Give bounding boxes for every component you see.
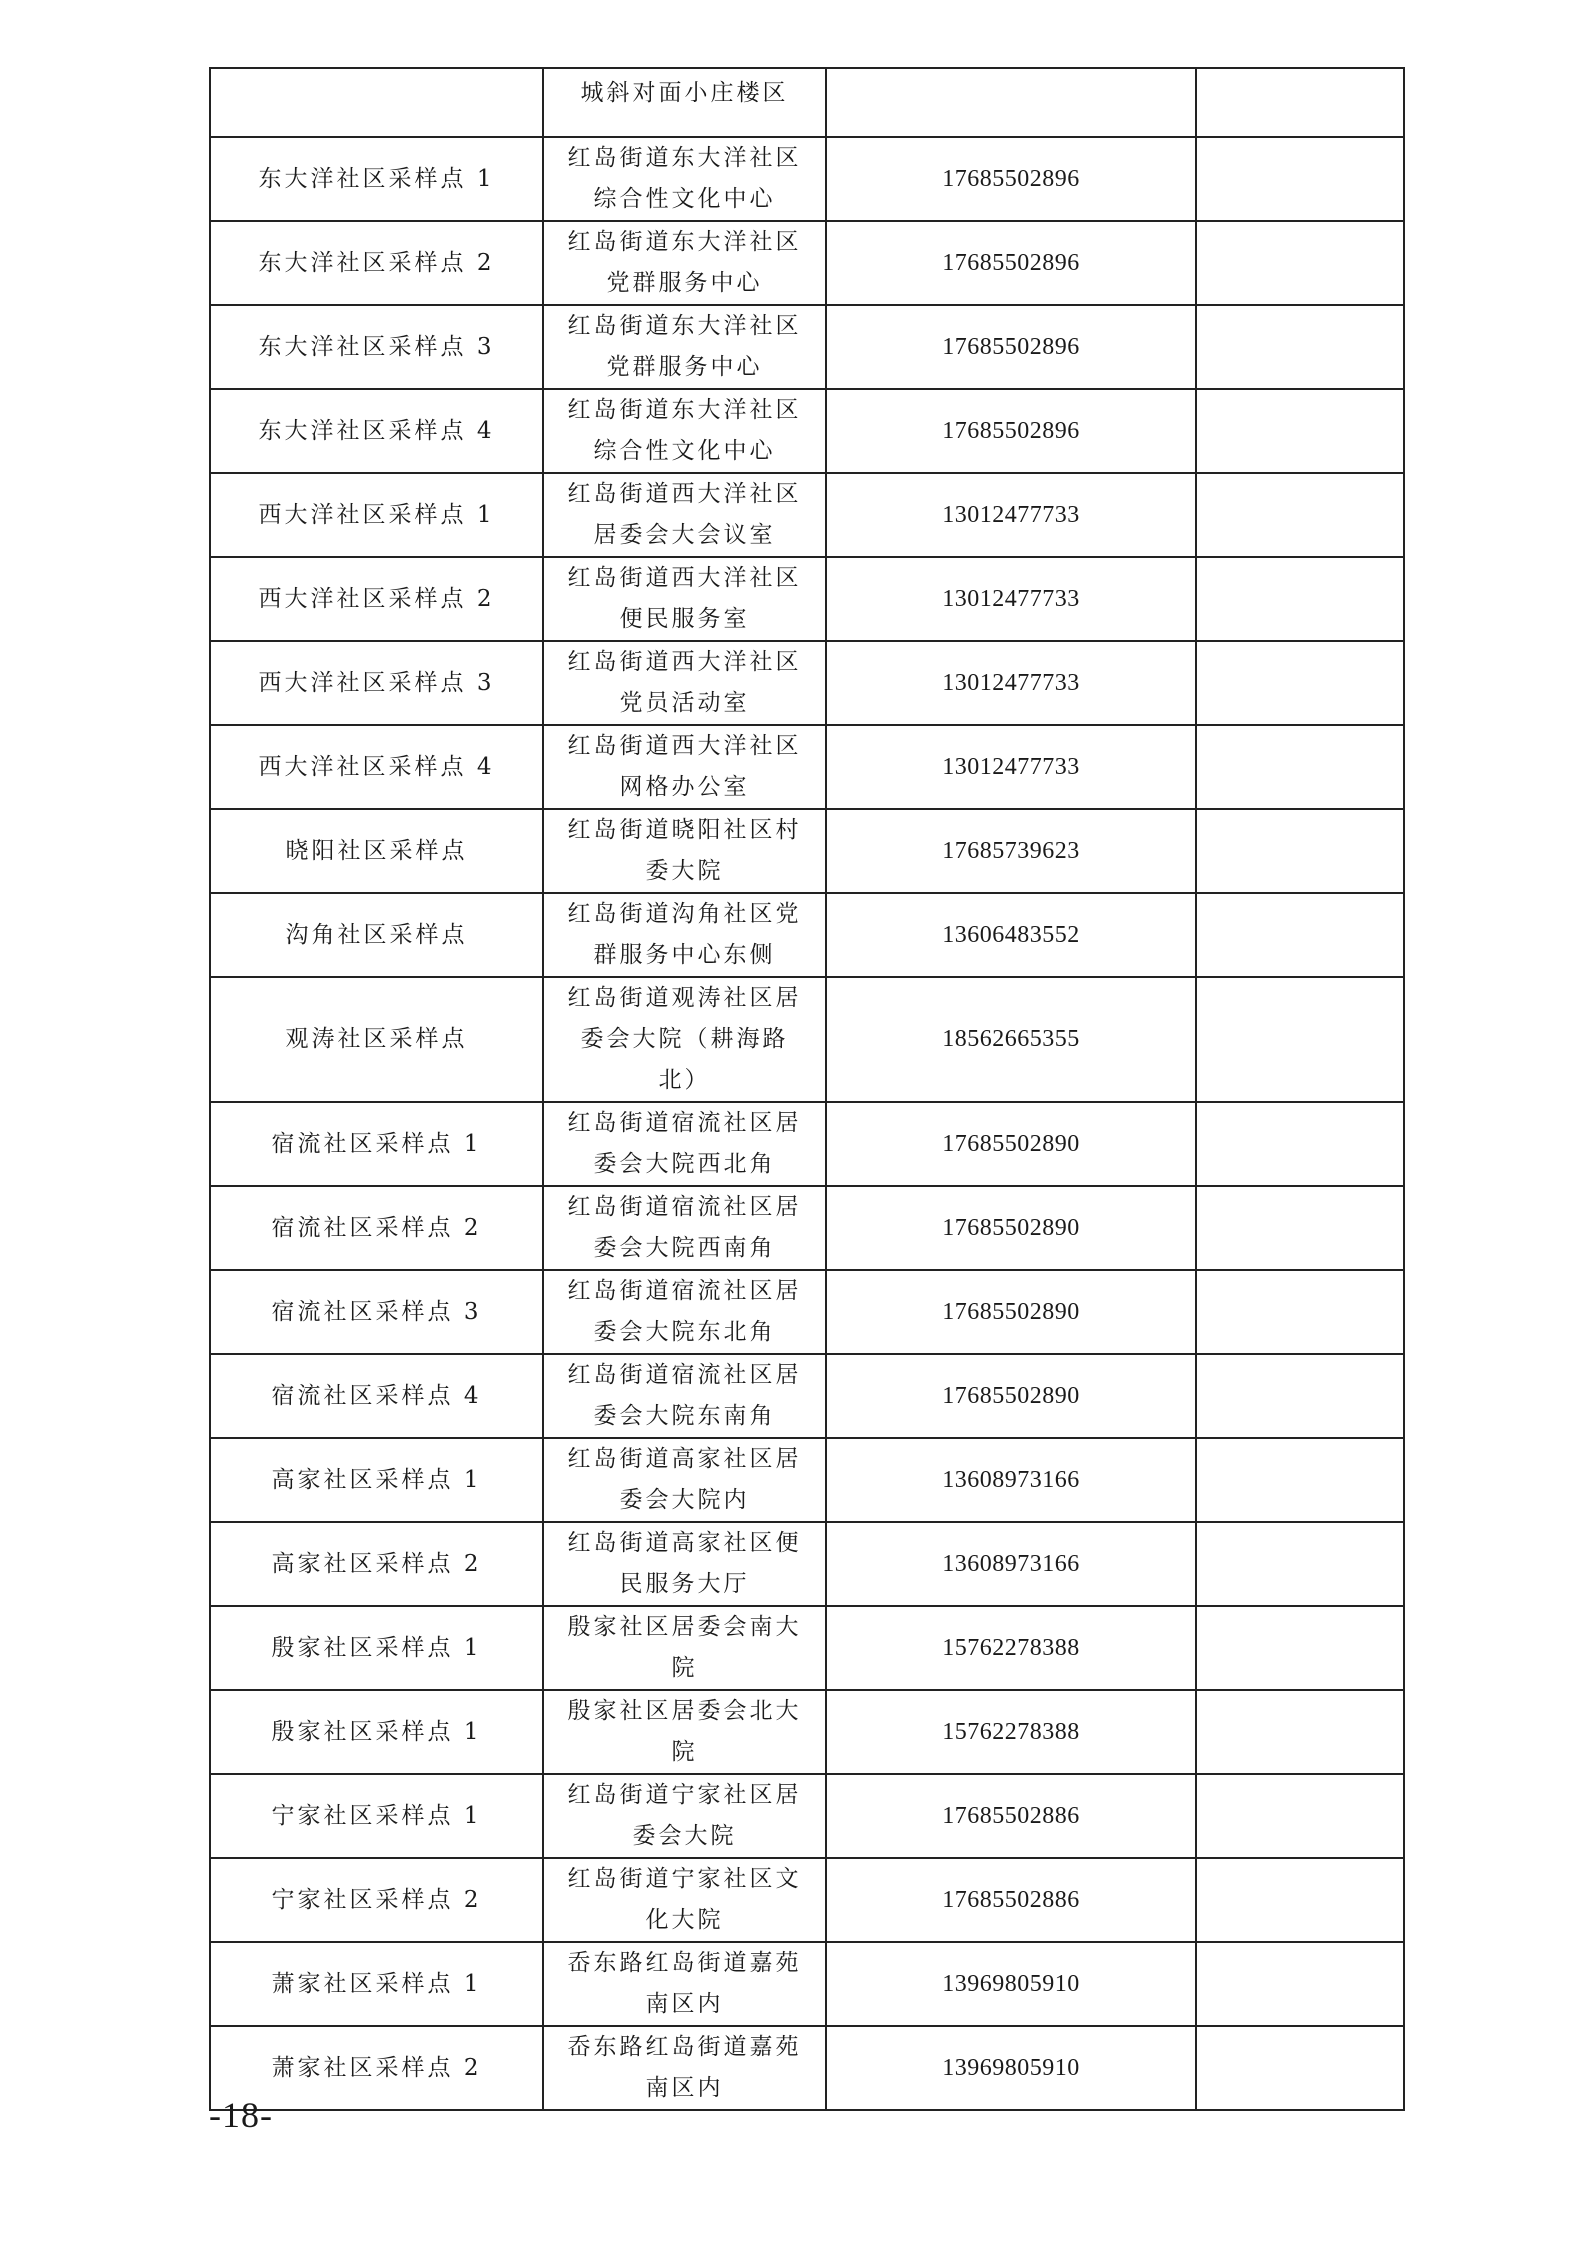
phone-cell: 13012477733 [826, 725, 1196, 809]
phone-cell [826, 68, 1196, 137]
address-cell: 殷家社区居委会南大院 [543, 1606, 826, 1690]
table-row-continued [210, 68, 1404, 137]
site-name-cell: 东大洋社区采样点 1 [210, 137, 543, 221]
note-cell [1196, 893, 1404, 977]
address-cell: 红岛街道晓阳社区村委大院 [543, 809, 826, 893]
note-cell [1196, 221, 1404, 305]
site-name-cell: 观涛社区采样点 [210, 977, 543, 1102]
sampling-sites-table [209, 67, 1405, 2111]
address-cell: 红岛街道西大洋社区党员活动室 [543, 641, 826, 725]
note-cell [1196, 1438, 1404, 1522]
note-cell [1196, 809, 1404, 893]
site-name-cell: 萧家社区采样点 2 [210, 2026, 543, 2110]
phone-cell: 17685502890 [826, 1354, 1196, 1438]
table-row [210, 1858, 1404, 1942]
phone-cell: 15762278388 [826, 1690, 1196, 1774]
table-row [210, 305, 1404, 389]
site-name-cell: 殷家社区采样点 1 [210, 1606, 543, 1690]
site-name-cell: 西大洋社区采样点 1 [210, 473, 543, 557]
table-row [210, 809, 1404, 893]
site-name-cell: 晓阳社区采样点 [210, 809, 543, 893]
note-cell [1196, 1942, 1404, 2026]
table-row [210, 473, 1404, 557]
note-cell [1196, 1522, 1404, 1606]
site-name-cell: 宿流社区采样点 3 [210, 1270, 543, 1354]
table-row [210, 1354, 1404, 1438]
address-cell: 红岛街道西大洋社区便民服务室 [543, 557, 826, 641]
note-cell [1196, 1690, 1404, 1774]
table-row [210, 557, 1404, 641]
table-row [210, 389, 1404, 473]
phone-cell: 13012477733 [826, 473, 1196, 557]
address-cell: 红岛街道西大洋社区居委会大会议室 [543, 473, 826, 557]
note-cell [1196, 1354, 1404, 1438]
phone-cell: 13608973166 [826, 1522, 1196, 1606]
table-row [210, 1522, 1404, 1606]
address-cell: 红岛街道东大洋社区综合性文化中心 [543, 137, 826, 221]
table-row [210, 1774, 1404, 1858]
address-cell: 红岛街道高家社区便民服务大厅 [543, 1522, 826, 1606]
site-name-cell: 东大洋社区采样点 4 [210, 389, 543, 473]
note-cell [1196, 473, 1404, 557]
table-body [210, 68, 1404, 2110]
address-cell: 红岛街道宿流社区居委会大院西南角 [543, 1186, 826, 1270]
table-row [210, 1690, 1404, 1774]
phone-cell: 17685502896 [826, 389, 1196, 473]
table-row [210, 221, 1404, 305]
phone-cell: 17685502896 [826, 137, 1196, 221]
phone-cell: 15762278388 [826, 1606, 1196, 1690]
site-name-cell: 东大洋社区采样点 3 [210, 305, 543, 389]
site-name-cell: 西大洋社区采样点 3 [210, 641, 543, 725]
page-number: -18- [209, 2095, 273, 2135]
note-cell [1196, 137, 1404, 221]
note-cell [1196, 977, 1404, 1102]
note-cell [1196, 1606, 1404, 1690]
address-cell: 红岛街道宁家社区文化大院 [543, 1858, 826, 1942]
table-row [210, 977, 1404, 1102]
address-cell: 红岛街道高家社区居委会大院内 [543, 1438, 826, 1522]
phone-cell: 17685502886 [826, 1858, 1196, 1942]
note-cell [1196, 641, 1404, 725]
address-cell: 红岛街道东大洋社区党群服务中心 [543, 305, 826, 389]
address-cell: 红岛街道沟角社区党群服务中心东侧 [543, 893, 826, 977]
table-row [210, 137, 1404, 221]
table-row [210, 1270, 1404, 1354]
phone-cell: 17685502890 [826, 1186, 1196, 1270]
note-cell [1196, 305, 1404, 389]
note-cell [1196, 68, 1404, 137]
table-row [210, 1942, 1404, 2026]
table-row [210, 1606, 1404, 1690]
site-name-cell: 萧家社区采样点 1 [210, 1942, 543, 2026]
phone-cell: 13608973166 [826, 1438, 1196, 1522]
note-cell [1196, 725, 1404, 809]
phone-cell: 17685502896 [826, 221, 1196, 305]
address-cell: 红岛街道观涛社区居委会大院（耕海路北） [543, 977, 826, 1102]
site-name-cell [210, 68, 543, 137]
address-cell: 红岛街道西大洋社区网格办公室 [543, 725, 826, 809]
site-name-cell: 殷家社区采样点 1 [210, 1690, 543, 1774]
table-row [210, 641, 1404, 725]
table-row [210, 893, 1404, 977]
address-cell: 红岛街道东大洋社区党群服务中心 [543, 221, 826, 305]
site-name-cell: 宿流社区采样点 4 [210, 1354, 543, 1438]
address-cell: 红岛街道宿流社区居委会大院东南角 [543, 1354, 826, 1438]
phone-cell: 17685739623 [826, 809, 1196, 893]
note-cell [1196, 2026, 1404, 2110]
note-cell [1196, 389, 1404, 473]
phone-cell: 13606483552 [826, 893, 1196, 977]
phone-cell: 13012477733 [826, 641, 1196, 725]
address-cell: 红岛街道宿流社区居委会大院西北角 [543, 1102, 826, 1186]
address-cell: 红岛街道宿流社区居委会大院东北角 [543, 1270, 826, 1354]
table-row [210, 1438, 1404, 1522]
site-name-cell: 高家社区采样点 1 [210, 1438, 543, 1522]
site-name-cell: 宁家社区采样点 1 [210, 1774, 543, 1858]
phone-cell: 17685502890 [826, 1270, 1196, 1354]
table-row [210, 1102, 1404, 1186]
address-cell: 红岛街道东大洋社区综合性文化中心 [543, 389, 826, 473]
note-cell [1196, 1858, 1404, 1942]
site-name-cell: 宿流社区采样点 1 [210, 1102, 543, 1186]
address-cell: 红岛街道宁家社区居委会大院 [543, 1774, 826, 1858]
site-name-cell: 高家社区采样点 2 [210, 1522, 543, 1606]
phone-cell: 17685502890 [826, 1102, 1196, 1186]
phone-cell: 18562665355 [826, 977, 1196, 1102]
site-name-cell: 东大洋社区采样点 2 [210, 221, 543, 305]
site-name-cell: 宁家社区采样点 2 [210, 1858, 543, 1942]
note-cell [1196, 1774, 1404, 1858]
table-row [210, 725, 1404, 809]
address-cell: 岙东路红岛街道嘉苑南区内 [543, 1942, 826, 2026]
site-name-cell: 西大洋社区采样点 2 [210, 557, 543, 641]
note-cell [1196, 1186, 1404, 1270]
site-name-cell: 沟角社区采样点 [210, 893, 543, 977]
address-cell: 殷家社区居委会北大院 [543, 1690, 826, 1774]
address-cell: 城斜对面小庄楼区 [543, 68, 826, 137]
address-cell: 岙东路红岛街道嘉苑南区内 [543, 2026, 826, 2110]
site-name-cell: 西大洋社区采样点 4 [210, 725, 543, 809]
note-cell [1196, 1102, 1404, 1186]
phone-cell: 17685502886 [826, 1774, 1196, 1858]
phone-cell: 13969805910 [826, 2026, 1196, 2110]
note-cell [1196, 557, 1404, 641]
phone-cell: 13969805910 [826, 1942, 1196, 2026]
phone-cell: 13012477733 [826, 557, 1196, 641]
table-row [210, 2026, 1404, 2110]
phone-cell: 17685502896 [826, 305, 1196, 389]
note-cell [1196, 1270, 1404, 1354]
site-name-cell: 宿流社区采样点 2 [210, 1186, 543, 1270]
table-row [210, 1186, 1404, 1270]
